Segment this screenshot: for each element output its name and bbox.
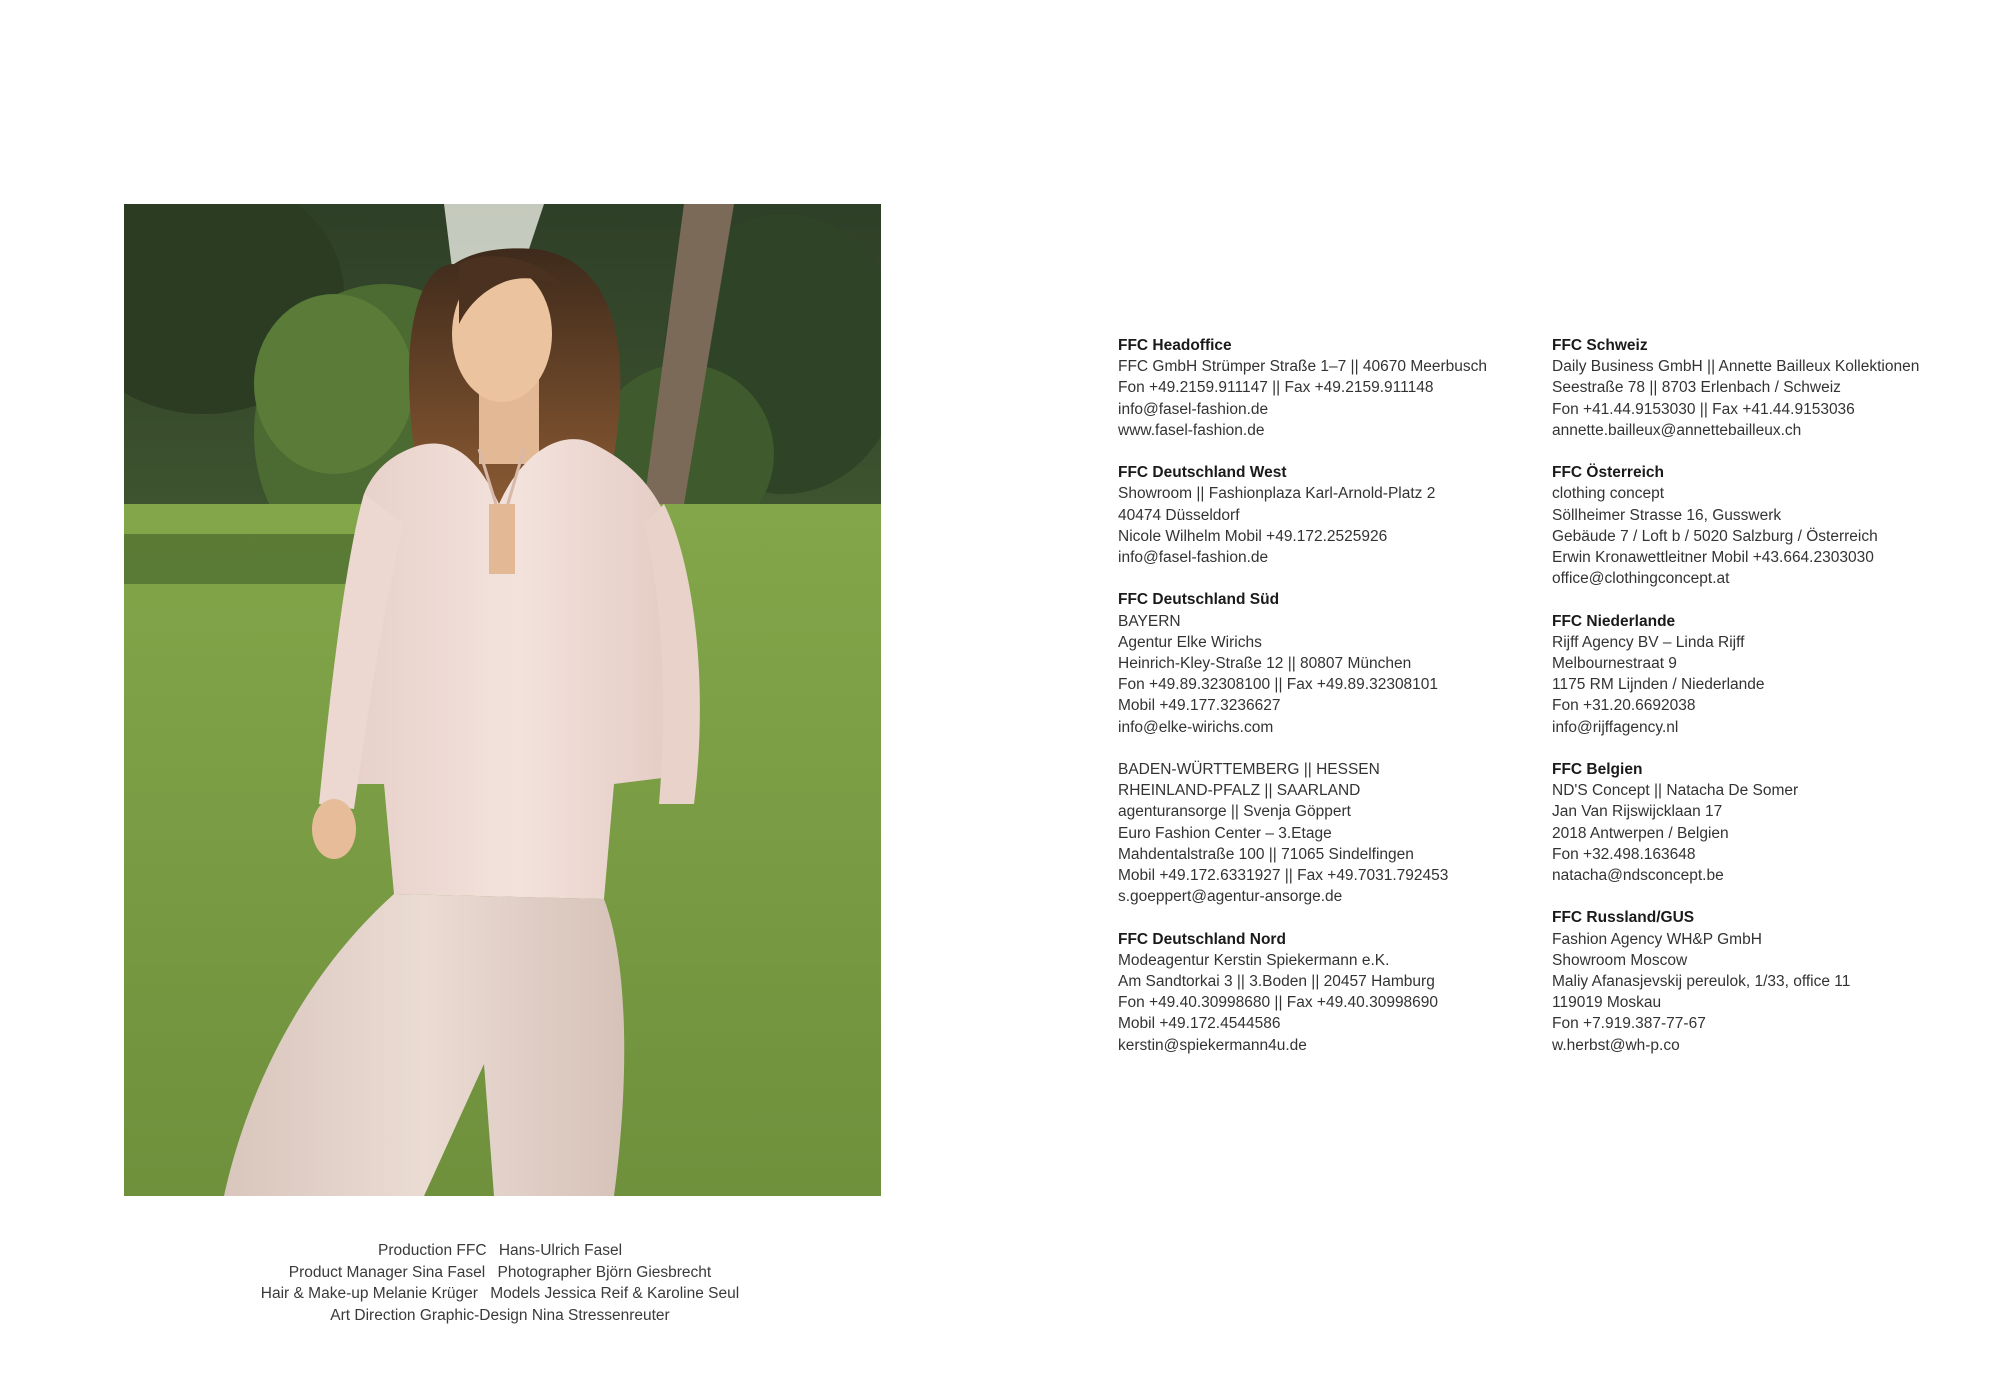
contact-line: Heinrich-Kley-Straße 12 || 80807 München xyxy=(1118,655,1412,673)
contact-line: Gebäude 7 / Loft b / 5020 Salzburg / Österreich xyxy=(1552,527,1878,545)
contact-line: Showroom || Fashionplaza Karl-Arnold-Platz 2 xyxy=(1118,485,1436,503)
credit-name: Hans-Ulrich Fasel xyxy=(498,1242,623,1259)
contact-line: Showroom Moscow xyxy=(1552,951,1688,969)
contact-link[interactable]: info@fasel-fashion.de xyxy=(1118,549,1269,567)
contacts-right-column xyxy=(1552,335,1972,1077)
contact-line: Mahdentalstraße 100 || 71065 Sindelfingen xyxy=(1118,845,1414,863)
contact-block xyxy=(1118,335,1538,441)
contact-line: Fon +49.89.32308100 || Fax +49.89.32308101 xyxy=(1118,676,1439,694)
contact-link[interactable]: kerstin@spiekermann4u.de xyxy=(1118,1036,1307,1054)
contact-line: FFC GmbH Strümper Straße 1–7 || 40670 Meerbusch xyxy=(1118,358,1488,376)
credit-line xyxy=(160,1240,840,1262)
contact-line: Daily Business GmbH || Annette Bailleux Kollektionen xyxy=(1552,358,1920,376)
contact-block xyxy=(1552,907,1972,1055)
photo-illustration xyxy=(124,204,881,1196)
contact-line: agenturansorge || Svenja Göppert xyxy=(1118,803,1351,821)
credit-line xyxy=(160,1283,840,1305)
contact-block-title: FFC Österreich xyxy=(1552,464,1664,482)
contact-line: Söllheimer Strasse 16, Gusswerk xyxy=(1552,506,1782,524)
contact-line: Mobil +49.177.3236627 xyxy=(1118,697,1281,715)
credit-role: Production FFC xyxy=(377,1242,487,1259)
contact-line: Fon +31.20.6692038 xyxy=(1552,697,1696,715)
contact-line: Rijff Agency BV – Linda Rijff xyxy=(1552,633,1745,651)
contact-block xyxy=(1552,611,1972,738)
contact-line: BAYERN xyxy=(1118,612,1181,630)
contact-line: Fon +41.44.9153030 || Fax +41.44.9153036 xyxy=(1552,400,1855,418)
contact-line: 2018 Antwerpen / Belgien xyxy=(1552,824,1729,842)
contact-line: BADEN-WÜRTTEMBERG || HESSEN xyxy=(1118,761,1380,779)
contact-block xyxy=(1118,929,1538,1056)
contact-line: ND'S Concept || Natacha De Somer xyxy=(1552,782,1799,800)
contact-link[interactable]: natacha@ndsconcept.be xyxy=(1552,867,1724,885)
contact-line: Fon +32.498.163648 xyxy=(1552,845,1696,863)
contact-line: Melbournestraat 9 xyxy=(1552,655,1677,673)
contact-block-title: FFC Niederlande xyxy=(1552,612,1676,630)
contact-link[interactable]: info@rijffagency.nl xyxy=(1552,718,1679,736)
contact-link[interactable]: info@fasel-fashion.de xyxy=(1118,400,1269,418)
contact-line: Jan Van Rijswijcklaan 17 xyxy=(1552,803,1723,821)
credit-name: Models Jessica Reif & Karoline Seul xyxy=(490,1285,740,1302)
credit-role: Art Direction Graphic-Design Nina Stressenreuter xyxy=(330,1306,670,1324)
credit-role: Hair & Make-up Melanie Krüger xyxy=(260,1285,478,1302)
contact-block-title: FFC Deutschland Nord xyxy=(1118,930,1286,948)
contact-line: Maliy Afanasjevskij pereulok, 1/33, office 11 xyxy=(1552,973,1851,991)
contact-link[interactable]: annette.bailleux@annettebailleux.ch xyxy=(1552,421,1802,439)
contact-block-title: FFC Schweiz xyxy=(1552,337,1648,354)
contact-line: 119019 Moskau xyxy=(1552,994,1662,1012)
contact-line: Mobil +49.172.6331927 || Fax +49.7031.792453 xyxy=(1118,867,1449,885)
contact-block-title: FFC Headoffice xyxy=(1118,337,1232,354)
contact-line: Agentur Elke Wirichs xyxy=(1118,633,1262,651)
contact-line: RHEINLAND-PFALZ || SAARLAND xyxy=(1118,782,1361,800)
contact-line: Nicole Wilhelm Mobil +49.172.2525926 xyxy=(1118,527,1388,545)
contact-link[interactable]: info@elke-wirichs.com xyxy=(1118,718,1274,736)
contact-block xyxy=(1552,462,1972,589)
contacts-left-column xyxy=(1118,335,1538,1077)
contact-line: Modeagentur Kerstin Spiekermann e.K. xyxy=(1118,951,1390,969)
contact-link[interactable]: www.fasel-fashion.de xyxy=(1118,421,1265,439)
credit-line xyxy=(160,1262,840,1284)
credit-name: Photographer Björn Giesbrecht xyxy=(497,1263,712,1281)
contact-line: Fon +7.919.387-77-67 xyxy=(1552,1015,1706,1033)
contact-line: 40474 Düsseldorf xyxy=(1118,506,1240,524)
contact-line: Fon +49.40.30998680 || Fax +49.40.30998690 xyxy=(1118,994,1439,1012)
contact-line: Mobil +49.172.4544586 xyxy=(1118,1015,1281,1033)
contact-line: Seestraße 78 || 8703 Erlenbach / Schweiz xyxy=(1552,379,1841,397)
contact-line: Euro Fashion Center – 3.Etage xyxy=(1118,824,1332,842)
contact-line: Erwin Kronawettleitner Mobil +43.664.2303030 xyxy=(1552,549,1874,567)
credit-role: Product Manager Sina Fasel xyxy=(288,1263,486,1281)
contact-block-title: FFC Deutschland West xyxy=(1118,464,1287,482)
contact-block xyxy=(1552,759,1972,886)
contact-line: Fon +49.2159.911147 || Fax +49.2159.911148 xyxy=(1118,379,1434,397)
contact-line: clothing concept xyxy=(1552,485,1665,503)
contact-block-title: FFC Belgien xyxy=(1552,761,1643,779)
contact-link[interactable]: s.goeppert@agentur-ansorge.de xyxy=(1118,888,1343,906)
credit-line xyxy=(160,1305,840,1327)
contact-block xyxy=(1118,462,1538,568)
contact-line: Am Sandtorkai 3 || 3.Boden || 20457 Hamburg xyxy=(1118,973,1435,991)
contact-block xyxy=(1118,759,1538,907)
contact-block xyxy=(1118,589,1538,737)
fashion-photo xyxy=(124,204,881,1196)
contact-line: Fashion Agency WH&P GmbH xyxy=(1552,930,1762,948)
photo-credits xyxy=(160,1240,840,1326)
contact-link[interactable]: w.herbst@wh-p.co xyxy=(1552,1036,1680,1054)
contact-block xyxy=(1552,335,1972,441)
contact-line: 1175 RM Lijnden / Niederlande xyxy=(1552,676,1765,694)
contact-link[interactable]: office@clothingconcept.at xyxy=(1552,570,1730,588)
contact-block-title: FFC Russland/GUS xyxy=(1552,909,1695,927)
contact-block-title: FFC Deutschland Süd xyxy=(1118,591,1280,609)
